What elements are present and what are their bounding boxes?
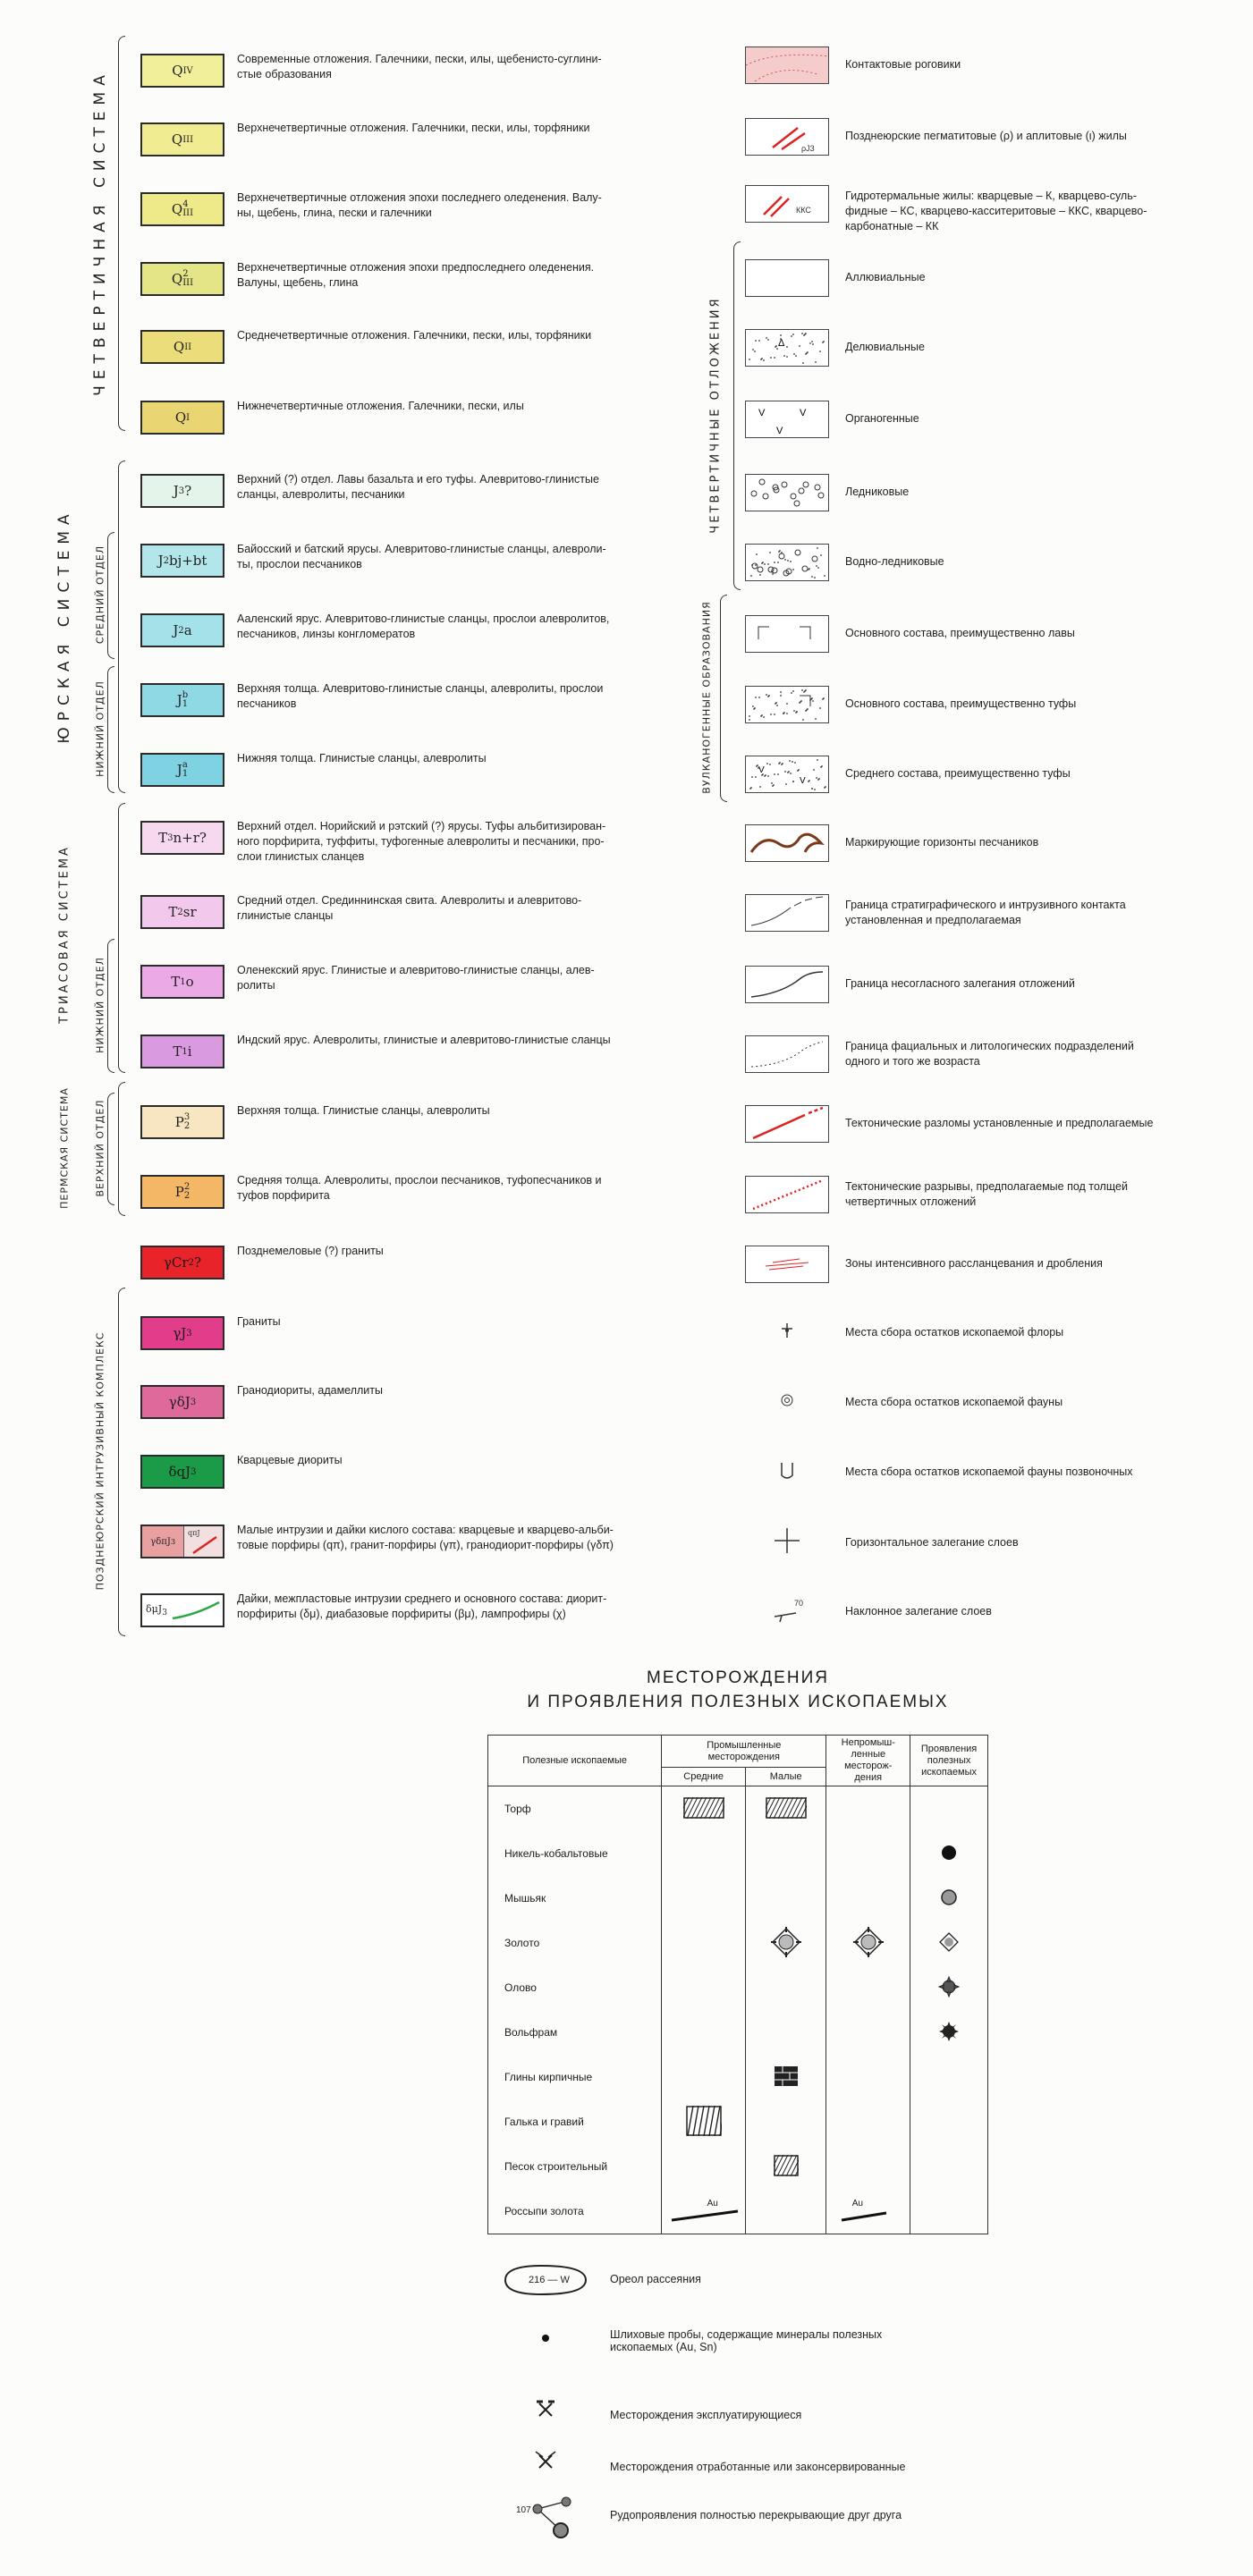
small-cell	[746, 1921, 826, 1965]
mineral-name: Галька и гравий	[488, 2099, 662, 2144]
unit-description: Малые интрузии и дайки кислого состава: кварцевые и кварцево-альби- товые порфиры (qπ), гранит-порфиры (γπ), гранодиорит-порфиры (γδπ)	[237, 1524, 614, 1551]
table-row	[488, 2099, 988, 2144]
unit-description: Нижняя толща. Глинистые сланцы, алевролиты	[237, 752, 487, 764]
medium-cell	[662, 2099, 746, 2144]
glacial-symbol	[745, 474, 829, 511]
unit-description: Дайки, межпластовые интрузии среднего и основного состава: диорит- порфириты (δμ), диабазовые порфириты (βμ), лампрофиры (χ)	[237, 1592, 607, 1620]
medium-cell	[662, 2010, 746, 2055]
small-cell	[746, 2099, 826, 2144]
unit-symbol-J1a: J a 1	[140, 753, 224, 787]
group-volcanic: ВУЛКАНОГЕННЫЕ ОБРАЗОВАНИЯ	[700, 601, 713, 794]
unit-description: Верхний отдел. Норийский и рэтский (?) ярусы. Туфы альбитизирован- ного порфирита, туффиты, туфогенные алевролиты и песчаники, про- слои глинистых сланцев	[237, 820, 606, 863]
permian-upper-brace	[107, 1093, 114, 1205]
inclined-icon	[769, 1595, 805, 1624]
symbol-description: Маркирующие горизонты песчаников	[845, 836, 1039, 849]
unit-description: Верхнечетвертичные отложения. Галечники, пески, илы, торфяники	[237, 122, 590, 134]
svg-text:V: V	[800, 408, 807, 418]
schist-zones-symbol	[745, 1246, 829, 1283]
mineral-name: Никель-кобальтовые	[488, 1831, 662, 1876]
unit-symbol-T3n+r?: T 3 n+r?	[140, 821, 224, 855]
svg-text:ККС: ККС	[796, 206, 811, 215]
svg-text:V: V	[758, 765, 765, 775]
unit-symbol-P3_2: P 3 2	[140, 1105, 224, 1139]
manifest-cell	[910, 1876, 988, 1921]
table-row	[488, 2144, 988, 2189]
unit-description: Оленекский ярус. Глинистые и алевритово-глинистые сланцы, алев- ролиты	[237, 964, 595, 992]
vertebrates-icon	[769, 1456, 805, 1484]
symbol-description: Среднего состава, преимущественно туфы	[845, 767, 1071, 780]
symbol-description: Позднеюрские пегматитовые (ρ) и аплитовые (ι) жилы	[845, 130, 1127, 142]
medium-cell	[662, 1965, 746, 2010]
mineral-name: Золото	[488, 1921, 662, 1965]
table-row	[488, 2055, 988, 2099]
unit-description: Гранодиориты, адамеллиты	[237, 1384, 383, 1397]
nonindustrial-cell	[826, 2144, 910, 2189]
head-medium: Средние	[662, 1768, 746, 1786]
unit-symbol-P2_2: P 2 2	[140, 1175, 224, 1209]
flora-icon	[769, 1316, 805, 1345]
manifest-cell	[910, 1786, 988, 1832]
basic-lava-symbol	[745, 615, 829, 653]
mineral-name: Торф	[488, 1786, 662, 1832]
small-cell	[746, 1876, 826, 1921]
pegmatite-symbol	[745, 118, 829, 156]
footer-description: Месторождения отработанные или законсервированные	[610, 2461, 906, 2473]
symbol-description: Делювиальные	[845, 341, 925, 353]
group-right-quaternary: ЧЕТВЕРТИЧНЫЕ ОТЛОЖЕНИЯ	[708, 296, 723, 534]
triassic-brace	[118, 803, 125, 1073]
svg-text:V: V	[800, 776, 806, 786]
head-name: Полезные ископаемые	[488, 1736, 662, 1786]
unit-symbol-dmJ3: δμJ$_3$	[140, 1593, 224, 1627]
quaternary-brace	[118, 36, 125, 431]
nonindustrial-cell	[826, 2099, 910, 2144]
symbol-description: Граница несогласного залегания отложений	[845, 977, 1075, 990]
unit-description: Средний отдел. Срединнинская свита. Алевролиты и алевритово- глинистые сланцы	[237, 894, 582, 922]
group-jurassic: ЮРСКАЯ СИСТЕМА	[55, 508, 73, 744]
symbol-description: Контактовые роговики	[845, 58, 961, 71]
medium-cell	[662, 1876, 746, 1921]
deluvial-symbol	[745, 329, 829, 367]
svg-text:107: 107	[516, 2505, 531, 2515]
unit-description: Верхняя толща. Глинистые сланцы, алевролиты	[237, 1104, 490, 1117]
mineral-name: Россыпи золота	[488, 2189, 662, 2234]
svg-text:216 — W: 216 — W	[529, 2275, 570, 2285]
mineral-name: Песок строительный	[488, 2144, 662, 2189]
nonindustrial-cell	[826, 1921, 910, 1965]
halo-icon	[496, 2260, 595, 2304]
manifest-cell	[910, 1831, 988, 1876]
marker-symbol	[745, 824, 829, 862]
manifest-cell	[910, 2055, 988, 2099]
symbol-description: Места сбора остатков ископаемой фауны позвоночных	[845, 1465, 1133, 1478]
symbol-description: Водно-ледниковые	[845, 555, 944, 568]
table-row	[488, 2010, 988, 2055]
manifest-cell	[910, 2010, 988, 2055]
group-quaternary: ЧЕТВЕРТИЧНАЯ СИСТЕМА	[91, 69, 109, 396]
horizontal-icon	[769, 1526, 805, 1555]
symbol-description: Граница стратиграфического и интрузивного контакта установленная и предполагаемая	[845, 899, 1126, 926]
minerals-table	[487, 1735, 988, 2234]
group-permian: ПЕРМСКАЯ СИСТЕМА	[58, 1087, 71, 1209]
small-cell	[746, 2189, 826, 2234]
unit-description: Нижнечетвертичные отложения. Галечники, пески, илы	[237, 400, 524, 412]
group-triassic-lower: НИЖНИЙ ОТДЕЛ	[94, 957, 106, 1053]
unit-symbol-J2bj+bt: J 2 bj+bt	[140, 544, 224, 578]
unit-symbol-gCr2?: γCr 2 ?	[140, 1246, 224, 1280]
unit-symbol-Q_III: Q III	[140, 122, 224, 156]
unit-symbol-T2sr: T 2 sr	[140, 895, 224, 929]
footer-description: Месторождения эксплуатирующиеся	[610, 2409, 802, 2421]
minerals-title-2: И ПРОЯВЛЕНИЯ ПОЛЕЗНЫХ ИСКОПАЕМЫХ	[527, 1693, 949, 1711]
nonindustrial-cell	[826, 1831, 910, 1876]
svg-text:70: 70	[794, 1599, 804, 1608]
unit-symbol-Q_II: Q II	[140, 330, 224, 364]
jurassic-middle-brace	[107, 532, 114, 659]
schlich-icon	[496, 2325, 595, 2356]
small-cell	[746, 1786, 826, 1832]
table-row	[488, 1965, 988, 2010]
abandoned-icon	[496, 2448, 595, 2479]
facies-symbol	[745, 1035, 829, 1073]
fauna-icon	[769, 1386, 805, 1415]
unit-description: Байосский и батский ярусы. Алевритово-глинистые сланцы, алевроли- ты, прослои песчаников	[237, 543, 606, 570]
jurassic-lower-brace	[107, 666, 114, 793]
symbol-description: Граница фациальных и литологических подразделений одного и того же возраста	[845, 1040, 1134, 1068]
permian-brace	[118, 1082, 125, 1216]
table-row	[488, 2189, 988, 2234]
mineral-name: Глины кирпичные	[488, 2055, 662, 2099]
svg-text:V: V	[758, 408, 766, 418]
unit-description: Верхнечетвертичные отложения эпохи последнего оледенения. Валу- ны, щебень, глина, пески и галечники	[237, 191, 602, 219]
au-label: Au	[851, 2199, 863, 2209]
svg-text:Δ: Δ	[778, 338, 785, 349]
unit-symbol-gdJ3: γδJ 3	[140, 1385, 224, 1419]
footer-description: Шлиховые пробы, содержащие минералы полезных ископаемых (Au, Sn)	[610, 2328, 883, 2353]
unit-symbol-gJ3: γJ 3	[140, 1316, 224, 1350]
unit-symbol-dqJ3: δqJ 3	[140, 1455, 224, 1489]
group-jurassic-middle: СРЕДНИЙ ОТДЕЛ	[94, 545, 106, 645]
unit-description: Верхнечетвертичные отложения эпохи предпоследнего оледенения. Валуны, щебень, глина	[237, 261, 595, 289]
symbol-description: Горизонтальное залегание слоев	[845, 1536, 1019, 1549]
unit-symbol-Q_I: Q I	[140, 401, 224, 435]
small-cell	[746, 2144, 826, 2189]
head-industrial: Промышленные месторождения	[662, 1736, 826, 1768]
unconformity-symbol	[745, 966, 829, 1003]
group-triassic: ТРИАСОВАЯ СИСТЕМА	[57, 845, 72, 1024]
symbol-description: Места сбора остатков ископаемой флоры	[845, 1326, 1064, 1339]
unit-description: Современные отложения. Галечники, пески, илы, щебенисто-суглини- стые образования	[237, 53, 602, 80]
au-label: Au	[707, 2199, 718, 2209]
medium-cell	[662, 1831, 746, 1876]
table-row	[488, 1831, 988, 1876]
unit-description: Верхняя толща. Алевритово-глинистые сланцы, алевролиты, прослои песчаников	[237, 682, 604, 710]
unit-description: Граниты	[237, 1315, 281, 1328]
hydro-symbol	[745, 185, 829, 223]
unit-description: Среднечетвертичные отложения. Галечники, пески, илы, торфяники	[237, 329, 592, 342]
mineral-name: Мышьяк	[488, 1876, 662, 1921]
nonindustrial-cell	[826, 1786, 910, 1832]
unit-symbol-Q_IV: Q IV	[140, 54, 224, 88]
manifest-cell	[910, 2144, 988, 2189]
small-cell	[746, 1831, 826, 1876]
strat-boundary-symbol	[745, 894, 829, 932]
svg-text:qπJ: qπJ	[188, 1529, 201, 1537]
hornfels-symbol	[745, 46, 829, 84]
unit-symbol-J3?: J 3 ?	[140, 474, 224, 508]
symbol-description: Наклонное залегание слоев	[845, 1605, 992, 1617]
mineral-name: Вольфрам	[488, 2010, 662, 2055]
manifest-cell	[910, 2099, 988, 2144]
unit-symbol-T1i: T 1 i	[140, 1035, 224, 1068]
symbol-description: Органогенные	[845, 412, 919, 425]
manifest-cell	[910, 1965, 988, 2010]
unit-symbol-T1o: T 1 o	[140, 965, 224, 999]
symbol-description: Гидротермальные жилы: кварцевые – К, кварцево-суль- фидные – КС, кварцево-касситеритовые – ККС, кварцево- карбонатные – КК	[845, 190, 1147, 232]
minerals-title-1: МЕСТОРОЖДЕНИЯ	[647, 1668, 829, 1687]
footer-description: Ореол рассеяния	[610, 2273, 701, 2285]
head-small: Малые	[746, 1768, 826, 1786]
nonindustrial-cell	[826, 1876, 910, 1921]
nonindustrial-cell	[826, 2189, 910, 2234]
head-nonindustrial: Непромыш- ленные месторож- дения	[826, 1736, 910, 1786]
unit-description: Индский ярус. Алевролиты, глинистые и алевритово-глинистые сланцы	[237, 1034, 611, 1046]
table-row	[488, 1786, 988, 1832]
table-row	[488, 1876, 988, 1921]
medium-cell	[662, 2189, 746, 2234]
volcanic-brace	[720, 595, 727, 802]
manifest-cell	[910, 1921, 988, 1965]
manifest-cell	[910, 2189, 988, 2234]
medium-cell	[662, 2144, 746, 2189]
jurassic-brace	[118, 460, 125, 793]
footer-description: Рудопроявления полностью перекрывающие друг друга	[610, 2509, 902, 2521]
organic-symbol	[745, 401, 829, 438]
symbol-description: Зоны интенсивного рассланцевания и дробления	[845, 1257, 1103, 1270]
unit-symbol-gdpJ3: γδπJ 3 qπJ	[140, 1524, 224, 1558]
group-jurassic-lower: НИЖНИЙ ОТДЕЛ	[94, 680, 106, 777]
symbol-description: Тектонические разрывы, предполагаемые под толщей четвертичных отложений	[845, 1180, 1128, 1208]
mid-tuff-symbol	[745, 756, 829, 793]
unit-description: Позднемеловые (?) граниты	[237, 1245, 384, 1257]
symbol-description: Тектонические разломы установленные и предполагаемые	[845, 1117, 1154, 1129]
small-cell	[746, 2010, 826, 2055]
faults-symbol	[745, 1105, 829, 1143]
exploited-icon	[496, 2396, 595, 2428]
basic-tuff-symbol	[745, 686, 829, 723]
medium-cell	[662, 1786, 746, 1832]
nonindustrial-cell	[826, 1965, 910, 2010]
intrusive-brace	[118, 1288, 125, 1636]
faults-buried-symbol	[745, 1176, 829, 1213]
unit-description: Верхний (?) отдел. Лавы базальта и его туфы. Алевритово-глинистые сланцы, алевролиты, песчаники	[237, 473, 599, 501]
symbol-description: Основного состава, преимущественно лавы	[845, 627, 1075, 639]
unit-description: Ааленский ярус. Алевритово-глинистые сланцы, прослои алевролитов, песчаников, линзы конгломератов	[237, 612, 610, 640]
nonindustrial-cell	[826, 2010, 910, 2055]
unit-symbol-Q4_III: Q 4 III	[140, 192, 224, 226]
symbol-description: Основного состава, преимущественно туфы	[845, 697, 1077, 710]
symbol-description: Ледниковые	[845, 486, 910, 498]
head-manifest: Проявления полезных ископаемых	[910, 1736, 988, 1786]
small-cell	[746, 1965, 826, 2010]
unit-symbol-Q2_III: Q 2 III	[140, 262, 224, 296]
fluvioglacial-symbol	[745, 544, 829, 581]
table-row	[488, 1921, 988, 1965]
symbol-description: Аллювиальные	[845, 271, 926, 283]
unit-symbol-J1b: J b 1	[140, 683, 224, 717]
right-quaternary-brace	[733, 241, 741, 590]
medium-cell	[662, 1921, 746, 1965]
group-permian-upper: ВЕРХНИЙ ОТДЕЛ	[94, 1099, 106, 1197]
unit-description: Кварцевые диориты	[237, 1454, 343, 1466]
group-intrusive: ПОЗДНЕЮРСКИЙ ИНТРУЗИВНЫЙ КОМПЛЕКС	[94, 1331, 106, 1591]
unit-description: Средняя толща. Алевролиты, прослои песчаников, туфопесчаников и туфов порфирита	[237, 1174, 602, 1202]
triassic-lower-brace	[107, 939, 114, 1073]
small-cell	[746, 2055, 826, 2099]
mineral-name: Олово	[488, 1965, 662, 2010]
nonindustrial-cell	[826, 2055, 910, 2099]
symbol-description: Места сбора остатков ископаемой фауны	[845, 1396, 1063, 1408]
alluvial-symbol	[745, 259, 829, 297]
overlap-icon	[496, 2496, 595, 2546]
svg-text:ρJ3: ρJ3	[801, 144, 815, 153]
unit-symbol-J2a: J 2 a	[140, 613, 224, 647]
svg-text:V: V	[776, 426, 783, 436]
medium-cell	[662, 2055, 746, 2099]
